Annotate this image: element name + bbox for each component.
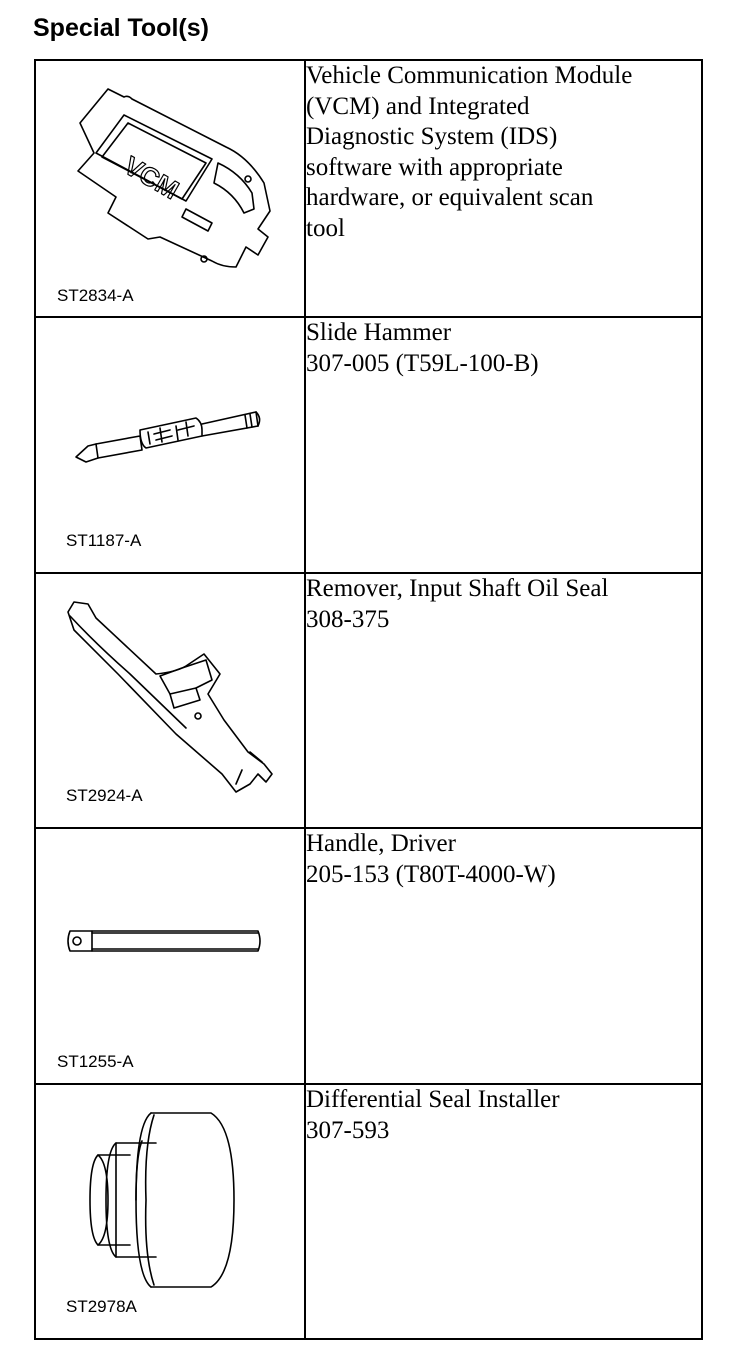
table-row [35,573,702,828]
description-line: 307-593 [306,1116,390,1144]
description-line: 307-005 (T59L-100-B) [306,349,539,377]
tool-image-cell [35,828,305,1084]
driver-handle-icon [36,829,304,1085]
description-line: Vehicle Communication Module [306,62,633,89]
tool-description [305,1084,702,1339]
table-row [35,828,702,1084]
tool-code: ST2978A [66,1297,137,1316]
description-line: Differential Seal Installer [306,1086,560,1113]
tool-image-cell [35,573,305,828]
tool-code: ST1255-A [57,1052,134,1071]
description-line: (VCM) and Integrated [306,92,530,120]
page-title: Special Tool(s) [33,14,209,42]
description-line: Remover, Input Shaft Oil Seal [306,575,609,602]
tool-image-cell [35,1084,305,1339]
table-row [35,60,702,317]
description-line: software with appropriate [306,153,563,181]
description-line: 308-375 [306,605,390,633]
description-line: Diagnostic System (IDS) [306,123,558,150]
table-row [35,317,702,573]
tool-image-cell [35,60,305,317]
description-line: hardware, or equivalent scan [306,184,594,211]
tool-image-cell [35,317,305,573]
tool-description [305,60,702,317]
description-line: tool [306,214,345,242]
description-line: 205-153 (T80T-4000-W) [306,860,556,888]
tool-description [305,573,702,828]
special-tools-table [34,59,703,1340]
description-line: Slide Hammer [306,319,452,346]
tool-description [305,317,702,573]
tool-description [305,828,702,1084]
table-row [35,1084,702,1339]
tool-code: ST2924-A [66,786,143,805]
description-line: Handle, Driver [306,830,456,857]
tool-code: ST2834-A [57,286,134,305]
tool-code: ST1187-A [66,531,142,550]
svg-text:VCM: VCM [119,150,185,206]
vcm-module-icon [36,61,304,318]
